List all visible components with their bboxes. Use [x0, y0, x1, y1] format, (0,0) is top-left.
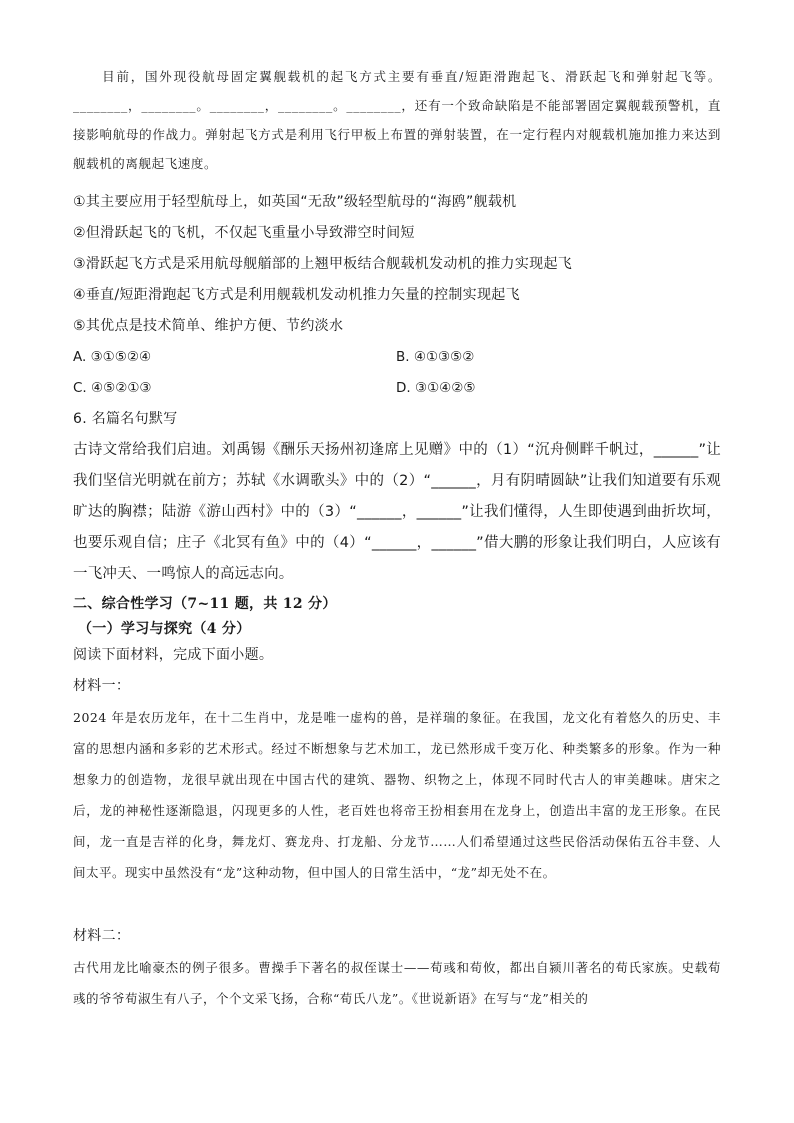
material2-label: 材料二：	[73, 928, 131, 944]
sentence-5: ⑤其优点是技术简单、维护方便、节约淡水	[73, 318, 344, 334]
instruction: 阅读下面材料，完成下面小题。	[73, 647, 274, 663]
option-a[interactable]: A. ③①⑤②④	[73, 349, 152, 365]
q6-title: 6. 名篇名句默写	[73, 411, 178, 427]
sentence-2: ②但滑跃起飞的飞机，不仅起飞重量小导致滞空时间短	[73, 225, 415, 241]
option-c[interactable]: C. ④⑤②①③	[73, 380, 152, 396]
sentence-1: ①其主要应用于轻型航母上，如英国“无敌”级轻型航母的“海鸥”舰载机	[73, 194, 517, 210]
sentence-3: ③滑跃起飞方式是采用航母舰艏部的上翘甲板结合舰载机发动机的推力实现起飞	[73, 256, 573, 272]
option-b[interactable]: B. ④①③⑤②	[396, 349, 475, 365]
sentence-4: ④垂直/短距滑跑起飞方式是利用舰载机发动机推力矢量的控制实现起飞	[73, 287, 520, 303]
subsection-heading: （一）学习与探究（4 分）	[78, 621, 251, 637]
q6-text: 古诗文常给我们启迪。刘禹锡《酬乐天扬州初逢席上见赠》中的（1）“沉舟侧畔千帆过，______”让我们坚信光明就在前方；苏轼《水调歌头》中的（2）“______，月有阴晴圆缺”让我们知道要有乐观旷达的胸襟；陆游《游山西村》中的（3）“______，______”让我们懂得，人生即使遇到曲折坎坷，也要乐观自信；庄子《北冥有鱼》中的（4）“______，______”借大鹏的形象让我们明白，人应该有一飞冲天、一鸣惊人的高远志向。	[73, 442, 721, 582]
q5-passage-text: 目前，国外现役航母固定翼舰载机的起飞方式主要有垂直/短距滑跑起飞、滑跃起飞和弹射起飞等。________，________。________，________。________，还有一个致命缺陷是不能部署固定翼舰载预警机，直接影响航母的作战力。弹射起飞方式是利用飞行甲板上布置的弹射装置，在一定行程内对舰载机施加推力来达到舰载机的离舰起飞速度。	[73, 69, 721, 171]
material1-text	[73, 702, 721, 888]
q5-passage	[73, 62, 721, 178]
material1-label: 材料一：	[73, 678, 131, 694]
section-heading: 二、综合性学习（7~11 题，共 12 分）	[73, 596, 337, 612]
material1-body: 2024 年是农历龙年，在十二生肖中，龙是唯一虚构的兽，是祥瑞的象征。在我国，龙文化有着悠久的历史、丰富的思想内涵和多彩的艺术形式。经过不断想象与艺术加工，龙已然形成千变万化、种类繁多的形象。作为一种想象力的创造物，龙很早就出现在中国古代的建筑、器物、织物之上，体现不同时代古人的审美趣味。唐宋之后，龙的神秘性逐渐隐退，闪现更多的人性，老百姓也将帝王扮相套用在龙身上，创造出丰富的龙王形象。在民间，龙一直是吉祥的化身，舞龙灯、赛龙舟、打龙船、分龙节……人们希望通过这些民俗活动保佑五谷丰登、人间太平。现实中虽然没有“龙”这种动物，但中国人的日常生活中，“龙”却无处不在。	[73, 710, 721, 880]
material2-text	[73, 952, 721, 1014]
option-d[interactable]: D. ③①④②⑤	[396, 380, 476, 396]
material2-body: 古代用龙比喻豪杰的例子很多。曹操手下著名的叔侄谋士——荀彧和荀攸，都出自颍川著名的荀氏家族。史载荀彧的爷爷荀淑生有八子，个个文采飞扬，合称“荀氏八龙”。《世说新语》在写与“龙”相关的	[73, 960, 721, 1006]
